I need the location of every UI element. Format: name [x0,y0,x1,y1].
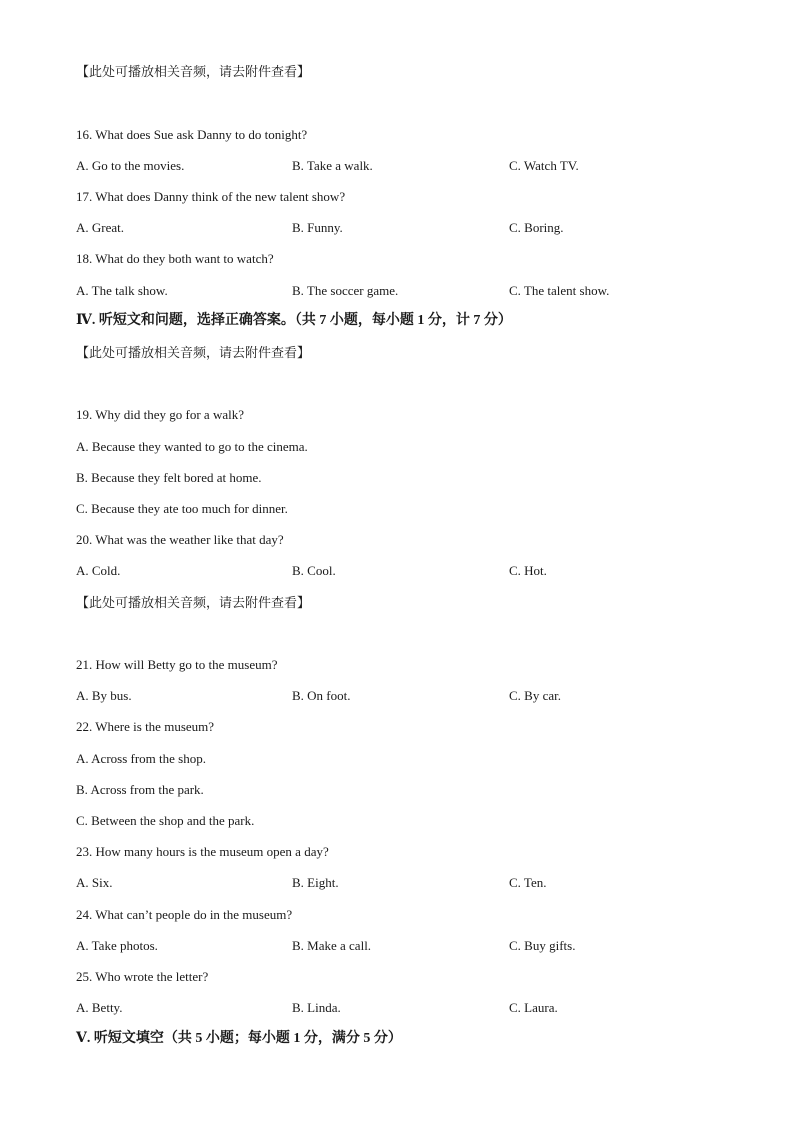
section-5-heading: Ⅴ. 听短文填空（共 5 小题；每小题 1 分，满分 5 分） [76,1031,402,1046]
q18-option-a: A. The talk show. [76,283,168,298]
q19-option-a: A. Because they wanted to go to the cinema. [76,439,308,454]
question-19: 19. Why did they go for a walk? [76,407,244,422]
question-24: 24. What can’t people do in the museum? [76,907,293,922]
q25-option-c: C. Laura. [509,1000,558,1015]
q21-option-a: A. By bus. [76,688,132,703]
q22-option-b: B. Across from the park. [76,782,204,797]
question-21: 21. How will Betty go to the museum? [76,657,278,672]
q25-option-a: A. Betty. [76,1000,123,1015]
question-20: 20. What was the weather like that day? [76,532,284,547]
audio-notice-2: 【此处可播放相关音频，请去附件查看】 [76,345,311,360]
question-18: 18. What do they both want to watch? [76,251,274,266]
q17-option-a: A. Great. [76,220,125,235]
q24-option-a: A. Take photos. [76,938,158,953]
q18-option-c: C. The talent show. [509,283,610,298]
question-16: 16. What does Sue ask Danny to do tonight? [76,127,308,142]
q19-option-b: B. Because they felt bored at home. [76,470,262,485]
question-23: 23. How many hours is the museum open a day? [76,844,329,859]
q20-option-c: C. Hot. [509,563,547,578]
question-17: 17. What does Danny think of the new talent show? [76,189,346,204]
question-25: 25. Who wrote the letter? [76,969,209,984]
q21-option-b: B. On foot. [292,688,351,703]
q16-option-b: B. Take a walk. [292,158,373,173]
audio-notice-1: 【此处可播放相关音频，请去附件查看】 [76,64,311,79]
q17-option-c: C. Boring. [509,220,564,235]
question-22: 22. Where is the museum? [76,719,215,734]
q21-option-c: C. By car. [509,688,561,703]
section-4-heading: Ⅳ. 听短文和问题，选择正确答案。（共 7 小题，每小题 1 分，计 7 分） [76,313,512,328]
q17-option-b: B. Funny. [292,220,343,235]
q23-option-c: C. Ten. [509,875,547,890]
q16-option-a: A. Go to the movies. [76,158,185,173]
q16-option-c: C. Watch TV. [509,158,579,173]
q19-option-c: C. Because they ate too much for dinner. [76,501,288,516]
q22-option-a: A. Across from the shop. [76,751,206,766]
q23-option-a: A. Six. [76,875,113,890]
q22-option-c: C. Between the shop and the park. [76,813,255,828]
q20-option-a: A. Cold. [76,563,121,578]
q25-option-b: B. Linda. [292,1000,341,1015]
q24-option-c: C. Buy gifts. [509,938,576,953]
q24-option-b: B. Make a call. [292,938,372,953]
audio-notice-3: 【此处可播放相关音频，请去附件查看】 [76,595,311,610]
q23-option-b: B. Eight. [292,875,339,890]
q18-option-b: B. The soccer game. [292,283,399,298]
q20-option-b: B. Cool. [292,563,336,578]
